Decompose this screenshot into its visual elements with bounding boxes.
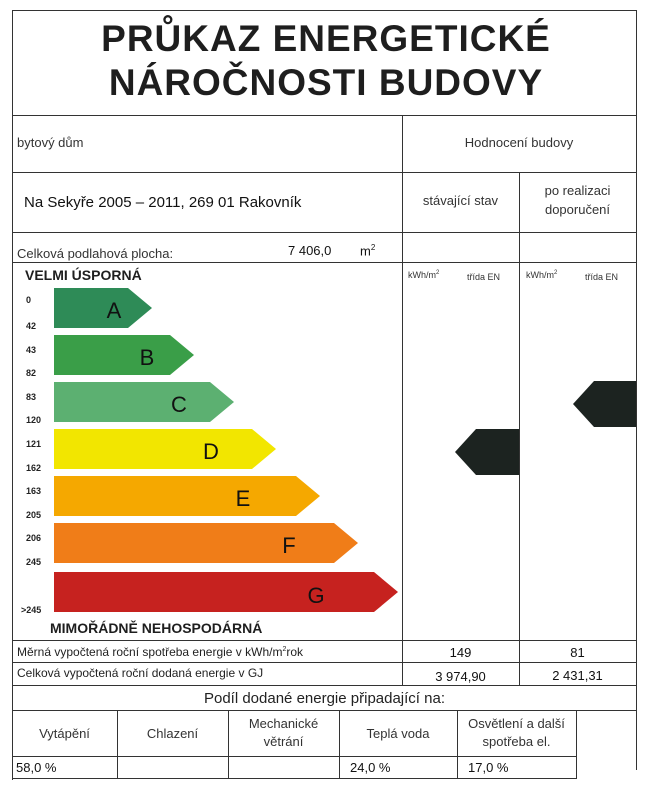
class-f-letter: F <box>282 533 296 558</box>
share-lighting-label-line1: Osvětlení a další <box>468 716 565 731</box>
range-c-to: 120 <box>26 415 42 425</box>
range-e-from: 163 <box>26 486 42 496</box>
share-hot-water-value: 24,0 % <box>350 760 391 775</box>
floor-area-unit: $m^2$ <box>360 243 376 259</box>
current-rating-marker <box>455 429 519 475</box>
class-g-arrow <box>54 572 398 612</box>
col-after-label-line2: doporučení <box>544 202 611 217</box>
building-type: bytový dům <box>17 135 84 150</box>
total-energy-label: Celková vypočtená roční dodaná energie v GJ <box>17 666 264 680</box>
col-after-label-line1: po realizaci <box>544 183 611 198</box>
share-title: Podíl dodané energie připadající na: <box>203 690 445 707</box>
class-a-letter: A <box>106 298 122 323</box>
share-lighting-label-line2: spotřeba el. <box>482 734 551 749</box>
class-c-letter: C <box>171 392 187 417</box>
range-f-to: 245 <box>26 557 42 567</box>
after-class-label: třída EN <box>585 272 619 282</box>
class-g-letter: G <box>307 583 325 608</box>
class-b-arrow <box>54 335 194 375</box>
share-heating-label: Vytápění <box>39 726 90 741</box>
share-hot-water-label: Teplá voda <box>366 726 430 741</box>
range-b-from: 43 <box>26 345 37 355</box>
share-ventilation-label-line1: Mechanické <box>248 716 319 731</box>
class-f-arrow <box>54 523 358 563</box>
range-a-from: 0 <box>26 295 32 305</box>
class-d-arrow <box>54 429 276 469</box>
col-current-label: stávající stav <box>422 193 499 208</box>
range-a-to: 42 <box>26 321 37 331</box>
floor-area-label: Celková podlahová plocha: <box>17 246 174 261</box>
class-d-letter: D <box>203 439 219 464</box>
range-f-from: 206 <box>26 533 42 543</box>
class-a-arrow <box>54 288 152 328</box>
share-lighting-value: 17,0 % <box>468 760 509 775</box>
class-e-letter: E <box>235 486 251 511</box>
class-b-letter: B <box>139 345 155 370</box>
total-energy-current: 3 974,90 <box>435 669 486 684</box>
share-ventilation-label-line2: větrání <box>263 734 304 749</box>
range-g-from: >245 <box>21 605 42 615</box>
document-title-line2: NÁROČNOSTI BUDOVY <box>108 62 544 103</box>
class-e-arrow <box>54 476 320 516</box>
document-title-line1: PRŮKAZ ENERGETICKÉ <box>101 18 551 59</box>
range-d-to: 162 <box>26 463 42 473</box>
range-b-to: 82 <box>26 368 37 378</box>
specific-energy-current: 149 <box>449 645 472 660</box>
floor-area-value: 7 406,0 <box>288 243 332 258</box>
current-unit-label: kWh/$m^2$ <box>408 270 440 280</box>
specific-energy-label: Měrná vypočtená roční spotřeba energie v kWh/$m^2rok$ <box>17 645 304 659</box>
after-unit-label: kWh/$m^2$ <box>526 270 558 280</box>
class-c-arrow <box>54 382 234 422</box>
range-d-from: 121 <box>26 439 42 449</box>
current-class-label: třída EN <box>467 272 501 282</box>
scale-top-label: VELMI ÚSPORNÁ <box>25 267 142 283</box>
share-cooling-label: Chlazení <box>146 726 199 741</box>
specific-energy-after: 81 <box>570 645 585 660</box>
total-energy-after: 2 431,31 <box>552 668 603 683</box>
after-rating-marker <box>573 381 636 427</box>
scale-bottom-label: MIMOŘÁDNĚ NEHOSPODÁRNÁ <box>50 620 263 636</box>
range-e-to: 205 <box>26 510 42 520</box>
range-c-from: 83 <box>26 392 37 402</box>
share-heating-value: 58,0 % <box>16 760 57 775</box>
building-address: Na Sekyře 2005 – 2011, 269 01 Rakovník <box>24 194 302 211</box>
rating-header: Hodnocení budovy <box>464 135 574 150</box>
